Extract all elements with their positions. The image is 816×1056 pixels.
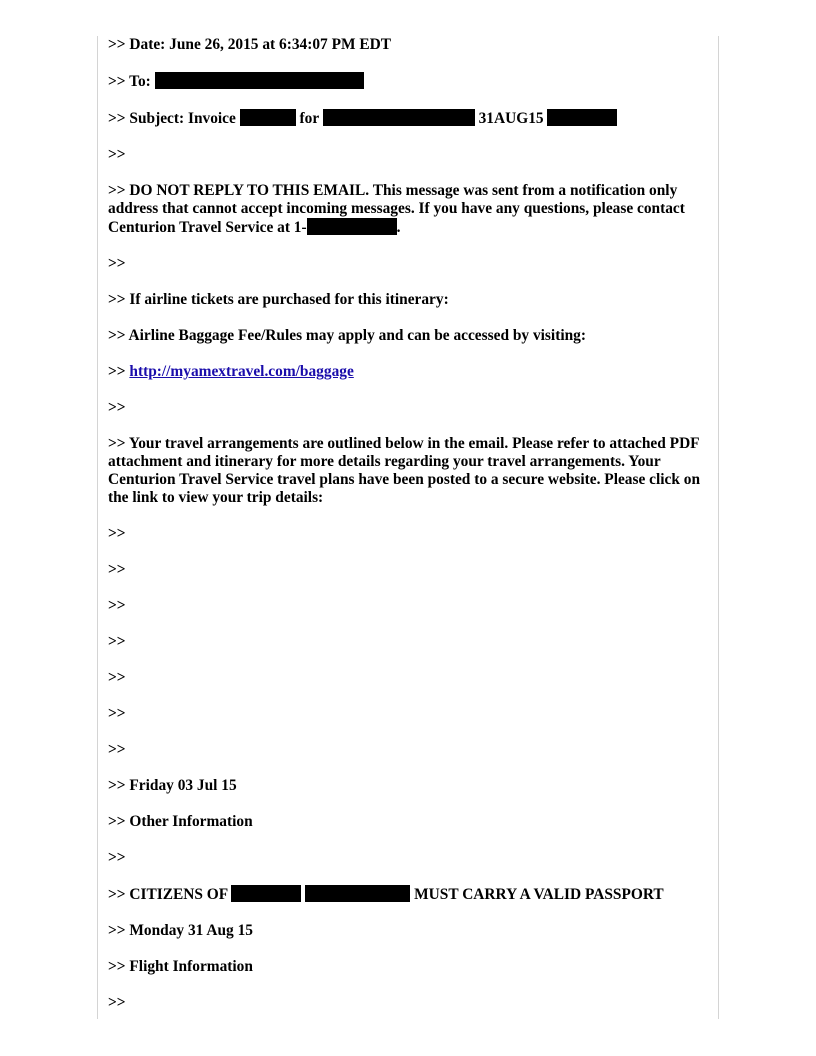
- quote-marker: >>: [108, 633, 126, 650]
- notice-end: .: [396, 219, 401, 236]
- notice-text: >> DO NOT REPLY TO THIS EMAIL. This message was sent from a notification only address that cannot accept incoming messages. If you have any questions, please contact Centurion Travel Service at 1-: [108, 182, 685, 236]
- do-not-reply-notice: [108, 182, 708, 237]
- link-prefix: >>: [108, 363, 130, 380]
- subject-date: 31AUG15: [474, 110, 548, 127]
- quote-marker: >>: [108, 741, 126, 758]
- quote-marker: >>: [108, 525, 126, 542]
- quote-marker: >>: [108, 255, 126, 272]
- quote-marker: >>: [108, 597, 126, 614]
- redacted-country-2: [305, 885, 410, 902]
- baggage-fee-line: >> Airline Baggage Fee/Rules may apply and can be accessed by visiting:: [108, 327, 586, 344]
- quote-marker: >>: [108, 399, 126, 416]
- airline-tickets-line: >> If airline tickets are purchased for this itinerary:: [108, 291, 449, 308]
- monday-date-line: >> Monday 31 Aug 15: [108, 922, 253, 939]
- subject-line: [108, 109, 708, 128]
- redacted-country-1: [231, 885, 301, 902]
- quote-marker: >>: [108, 669, 126, 686]
- date-line: >> Date: June 26, 2015 at 6:34:07 PM EDT: [108, 36, 391, 53]
- redacted-subject-code: [547, 109, 617, 126]
- to-line: [108, 72, 708, 91]
- passport-notice: [108, 885, 708, 904]
- travel-arrangements-text: >> Your travel arrangements are outlined below in the email. Please refer to attached PDF attachment and itinerary for more details regarding your travel arrangements. Your Centurion Travel Service travel plans have been posted to a secure website. Please click on the link to view your trip details:: [108, 435, 701, 506]
- quote-marker: >>: [108, 146, 126, 163]
- subject-for: for: [295, 110, 323, 127]
- redacted-invoice-number: [240, 109, 296, 126]
- redacted-recipient: [155, 72, 364, 89]
- baggage-link[interactable]: http://myamextravel.com/baggage: [129, 363, 354, 380]
- baggage-link-line: [108, 363, 708, 381]
- redacted-traveler-name: [323, 109, 475, 126]
- citizens-label: >> CITIZENS OF: [108, 886, 232, 903]
- quote-marker: >>: [108, 705, 126, 722]
- passport-requirement: MUST CARRY A VALID PASSPORT: [410, 886, 664, 903]
- quote-marker: >>: [108, 561, 126, 578]
- quote-marker: >>: [108, 994, 126, 1011]
- flight-information-heading: >> Flight Information: [108, 958, 253, 975]
- to-label: >> To:: [108, 73, 155, 90]
- redacted-phone-number: [307, 218, 397, 235]
- friday-date-line: >> Friday 03 Jul 15: [108, 777, 237, 794]
- quote-marker: >>: [108, 849, 126, 866]
- subject-label: >> Subject: Invoice: [108, 110, 240, 127]
- email-body: [108, 36, 708, 1030]
- other-information-heading: >> Other Information: [108, 813, 253, 830]
